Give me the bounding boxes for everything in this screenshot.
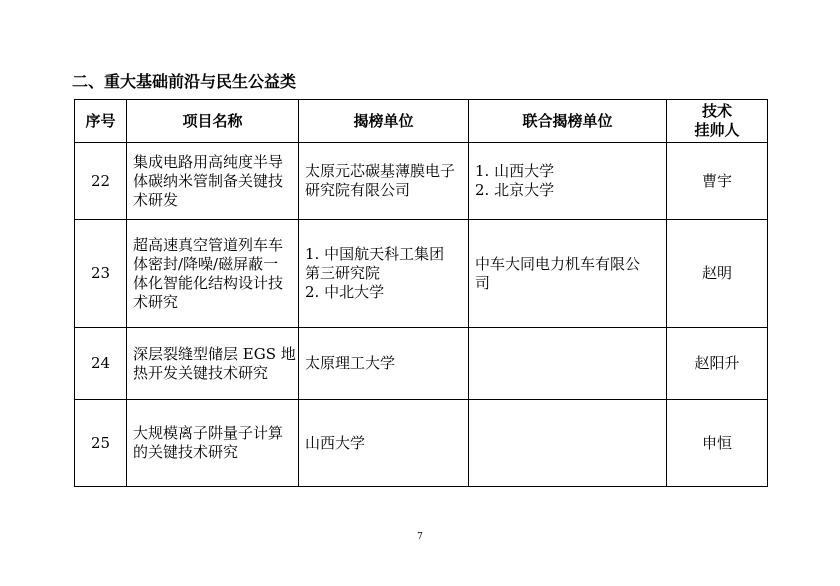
project-name-line: 超高速真空管道列车车 <box>133 235 284 254</box>
unit-line: 太原理工大学 <box>305 354 396 372</box>
project-name-line: 深层裂缝型储层 EGS 地 <box>133 344 296 363</box>
cell-seq: 23 <box>75 220 127 328</box>
header-project-name: 项目名称 <box>127 100 299 143</box>
cell-unit <box>299 220 469 328</box>
cell-unit <box>299 143 469 220</box>
header-seq: 序号 <box>75 100 127 143</box>
cell-joint-unit <box>469 143 667 220</box>
section-title: 二、重大基础前沿与民生公益类 <box>72 72 297 91</box>
cell-joint-unit <box>469 400 667 487</box>
project-name-line: 体化智能化结构设计技 <box>133 273 284 292</box>
unit-line: 太原元芯碳基薄膜电子 <box>305 162 456 180</box>
project-table <box>74 99 768 487</box>
table-body <box>75 143 768 487</box>
joint-unit-line: 司 <box>475 273 491 292</box>
cell-project-name <box>127 328 299 400</box>
header-tech-leader-line1: 技术 <box>701 102 732 120</box>
table-row <box>75 220 768 328</box>
cell-project-name <box>127 400 299 487</box>
joint-unit-line: 2. 北京大学 <box>475 181 555 199</box>
unit-line: 1. 中国航天科工集团 <box>305 245 445 263</box>
page-number: 7 <box>417 532 423 542</box>
cell-unit <box>299 400 469 487</box>
unit-line: 第三研究院 <box>305 264 381 282</box>
cell-tech-leader: 申恒 <box>667 400 768 487</box>
project-name-line: 术研发 <box>133 190 179 209</box>
cell-unit <box>299 328 469 400</box>
header-tech-leader-line2: 挂帅人 <box>694 121 740 139</box>
project-name-line: 大规模离子阱量子计算 <box>133 424 284 442</box>
project-name-line: 的关键技术研究 <box>133 443 239 461</box>
project-name-line: 体密封/降噪/磁屏蔽一 <box>133 254 279 273</box>
unit-line: 研究院有限公司 <box>305 181 411 199</box>
header-unit: 揭榜单位 <box>299 100 469 143</box>
cell-seq: 25 <box>75 400 127 487</box>
project-name-line: 集成电路用高纯度半导 <box>133 152 284 171</box>
table-header-row <box>75 100 768 143</box>
cell-project-name <box>127 220 299 328</box>
joint-unit-line: 1. 山西大学 <box>475 162 555 180</box>
cell-seq: 22 <box>75 143 127 220</box>
project-name-line: 术研究 <box>133 292 179 311</box>
header-tech-leader <box>667 100 768 143</box>
cell-tech-leader: 赵明 <box>667 220 768 328</box>
project-name-line: 热开发关键技术研究 <box>133 363 269 382</box>
unit-line: 2. 中北大学 <box>305 283 385 301</box>
table-row <box>75 328 768 400</box>
joint-unit-line: 中车大同电力机车有限公 <box>475 254 641 273</box>
cell-project-name <box>127 143 299 220</box>
cell-seq: 24 <box>75 328 127 400</box>
cell-tech-leader: 曹宇 <box>667 143 768 220</box>
table-row <box>75 400 768 487</box>
cell-joint-unit <box>469 220 667 328</box>
unit-line: 山西大学 <box>305 433 366 452</box>
table-row <box>75 143 768 220</box>
project-name-line: 体碳纳米管制备关键技 <box>133 171 284 190</box>
cell-tech-leader: 赵阳升 <box>667 328 768 400</box>
cell-joint-unit <box>469 328 667 400</box>
header-joint-unit: 联合揭榜单位 <box>469 100 667 143</box>
